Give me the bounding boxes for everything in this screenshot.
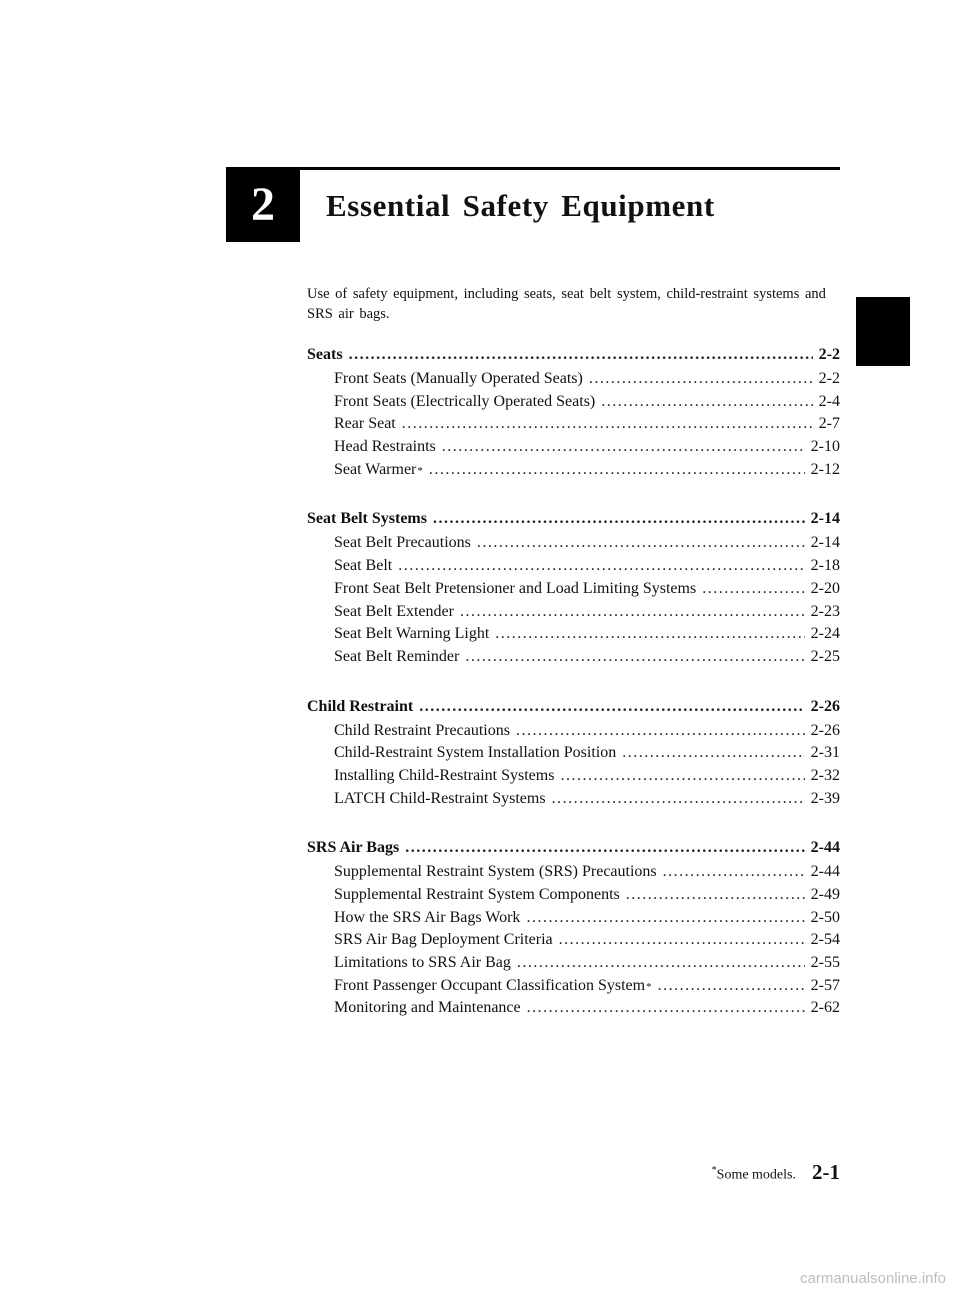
toc-entry-page: 2-12 <box>810 460 840 478</box>
header-rule <box>226 167 840 170</box>
toc-entry-page: 2-20 <box>810 579 840 597</box>
dot-leader <box>419 698 804 716</box>
toc-entry-page: 2-57 <box>810 976 840 994</box>
toc-entry[interactable] <box>307 603 840 626</box>
toc-entry-page: 2-26 <box>810 721 840 739</box>
toc-entry-page: 2-14 <box>810 534 840 552</box>
toc-entry-page: 2-23 <box>810 602 840 620</box>
footnote-text: Some models. <box>716 1168 796 1183</box>
toc-entry-label: Child-Restraint System Installation Position <box>334 744 617 762</box>
toc-entry-page: 2-4 <box>818 392 840 410</box>
toc-entry-label: Rear Seat <box>334 415 396 433</box>
toc-entry[interactable] <box>307 557 840 580</box>
chapter-intro: Use of safety equipment, including seats, seat belt system, child-restraint systems and SRS air bags. <box>307 286 826 322</box>
toc-entry[interactable] <box>307 790 840 813</box>
toc-section <box>307 698 840 813</box>
toc-heading[interactable] <box>307 698 840 722</box>
toc-entry-label: SRS Air Bag Deployment Criteria <box>334 931 553 949</box>
toc-entry-page: 2-25 <box>810 647 840 665</box>
toc-heading-page: 2-26 <box>810 697 840 715</box>
page-number: 2-1 <box>812 1160 840 1184</box>
dot-leader <box>465 648 804 666</box>
dot-leader <box>398 557 804 575</box>
toc-heading-page: 2-14 <box>810 510 840 528</box>
toc-entry[interactable] <box>307 931 840 954</box>
dot-leader <box>495 625 804 643</box>
toc-entry-page: 2-2 <box>818 370 840 387</box>
toc-entry-label: Installing Child-Restraint Systems <box>334 766 555 784</box>
toc-entry-label: Front Seat Belt Pretensioner and Load Limiting Systems <box>334 579 697 597</box>
dot-leader <box>663 863 805 881</box>
toc-entry-label: Front Seats (Manually Operated Seats) <box>334 370 583 387</box>
dot-leader <box>559 931 805 949</box>
page-footer <box>712 1160 840 1185</box>
toc-entry[interactable]: Front Passenger Occupant Classification System * ..... 2-57 <box>307 977 840 1000</box>
dot-leader <box>349 346 813 364</box>
dot-leader <box>442 438 805 456</box>
toc-entry-page: 2-55 <box>810 954 840 972</box>
toc-heading-label: Child Restraint <box>307 697 414 715</box>
toc-entry[interactable] <box>307 625 840 648</box>
dot-leader <box>622 744 804 762</box>
toc-entry-label: Seat Belt Reminder <box>334 647 460 665</box>
toc-section <box>307 839 840 1022</box>
dot-leader <box>601 393 812 411</box>
toc-entry-label: Seat Belt <box>334 557 393 575</box>
dot-leader <box>552 790 805 808</box>
toc-entry[interactable]: Seat Warmer * ..... 2-12 <box>307 461 840 484</box>
chapter-number-box <box>226 167 300 242</box>
toc-entry[interactable] <box>307 415 840 438</box>
toc-entry[interactable] <box>307 909 840 932</box>
chapter-title: Essential Safety Equipment <box>326 188 715 223</box>
toc-entry-page: 2-10 <box>810 438 840 456</box>
toc-entry-label: LATCH Child-Restraint Systems <box>334 789 546 807</box>
toc-entry-page: 2-44 <box>810 863 840 881</box>
toc-entry[interactable] <box>307 863 840 886</box>
toc-entry-page: 2-49 <box>810 886 840 903</box>
toc-heading-label: Seats <box>307 346 343 363</box>
toc-entry-page: 2-50 <box>810 908 840 926</box>
toc-entry-page: 2-31 <box>810 744 840 762</box>
toc-entry-label: Front Passenger Occupant Classification System <box>334 976 646 994</box>
toc-entry[interactable] <box>307 999 840 1022</box>
toc-entry-page: 2-62 <box>810 999 840 1017</box>
toc-entry-label: Child Restraint Precautions <box>334 721 510 739</box>
dot-leader <box>429 461 805 479</box>
table-of-contents <box>307 346 840 1049</box>
toc-entry-label: Monitoring and Maintenance <box>334 999 521 1017</box>
toc-entry-label: Head Restraints <box>334 438 436 456</box>
toc-entry-label: Seat Warmer <box>334 460 417 478</box>
footnote-star: * <box>711 1165 717 1177</box>
toc-entry[interactable] <box>307 438 840 461</box>
toc-entry[interactable] <box>307 767 840 790</box>
toc-entry-label: Front Seats (Electrically Operated Seats) <box>334 392 596 410</box>
toc-entry-page: 2-24 <box>810 625 840 643</box>
dot-leader <box>517 954 805 972</box>
toc-entry-label: Supplemental Restraint System (SRS) Precautions <box>334 863 657 881</box>
dot-leader <box>460 603 805 621</box>
toc-heading-label: SRS Air Bags <box>307 839 400 857</box>
toc-entry-label: Seat Belt Precautions <box>334 534 471 552</box>
toc-section <box>307 510 840 670</box>
toc-entry-page: 2-7 <box>818 415 840 433</box>
toc-entry-label: Seat Belt Extender <box>334 602 454 620</box>
chapter-number: 2 <box>251 178 275 231</box>
dot-leader <box>433 510 805 528</box>
toc-heading-page: 2-2 <box>818 346 840 363</box>
toc-entry-label: Limitations to SRS Air Bag <box>334 954 511 972</box>
toc-entry[interactable] <box>307 393 840 416</box>
toc-heading[interactable] <box>307 839 840 863</box>
toc-entry[interactable] <box>307 954 840 977</box>
toc-entry-page: 2-18 <box>810 557 840 575</box>
dot-leader <box>402 415 813 433</box>
toc-heading[interactable] <box>307 510 840 534</box>
footnote <box>712 1165 796 1184</box>
toc-entry[interactable] <box>307 580 840 603</box>
toc-entry[interactable] <box>307 744 840 767</box>
dot-leader <box>477 534 805 552</box>
toc-entry-page: 2-39 <box>810 789 840 807</box>
toc-entry-label: How the SRS Air Bags Work <box>334 908 521 926</box>
dot-leader <box>702 580 804 598</box>
dot-leader <box>516 722 805 740</box>
toc-heading[interactable] <box>307 346 840 370</box>
toc-entry-page: 2-54 <box>810 931 840 949</box>
dot-leader <box>527 999 805 1017</box>
dot-leader <box>405 839 804 857</box>
dot-leader <box>658 977 805 995</box>
toc-entry-label: Supplemental Restraint System Components <box>334 886 620 903</box>
toc-entry[interactable] <box>307 370 840 393</box>
chapter-side-tab <box>856 297 910 366</box>
toc-section <box>307 346 840 483</box>
toc-entry-label: Seat Belt Warning Light <box>334 625 490 643</box>
toc-entry[interactable] <box>307 648 840 671</box>
toc-entry[interactable] <box>307 534 840 557</box>
toc-entry-page: 2-32 <box>810 766 840 784</box>
toc-entry[interactable] <box>307 886 840 909</box>
toc-heading-page: 2-44 <box>810 839 840 857</box>
dot-leader <box>526 909 804 927</box>
dot-leader <box>560 767 804 785</box>
dot-leader <box>589 370 813 388</box>
watermark: carmanualsonline.info <box>800 1270 946 1287</box>
toc-entry[interactable] <box>307 722 840 745</box>
dot-leader <box>626 886 805 904</box>
toc-heading-label: Seat Belt Systems <box>307 510 427 528</box>
